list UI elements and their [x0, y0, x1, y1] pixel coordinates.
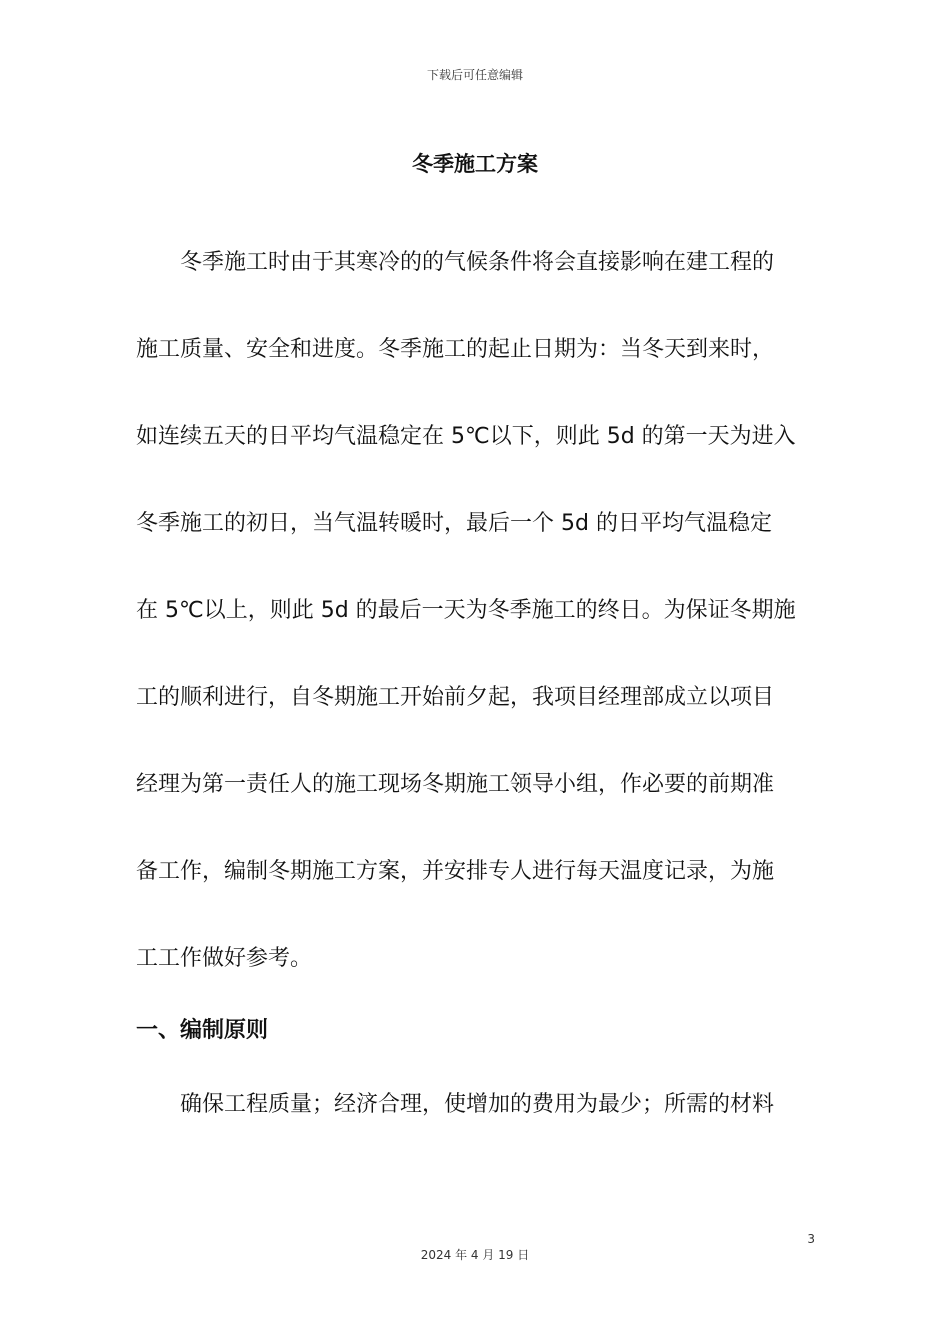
document-title: 冬季施工方案: [412, 152, 538, 176]
paragraph-line: 冬季施工时由于其寒冷的的气候条件将会直接影响在建工程的: [180, 250, 775, 275]
paragraph-line: 经理为第一责任人的施工现场冬期施工领导小组，作必要的前期准: [136, 772, 775, 797]
page-number: 3: [807, 1232, 815, 1246]
paragraph-line: 确保工程质量；经济合理，使增加的费用为最少；所需的材料: [180, 1092, 775, 1117]
paragraph-line: 工工作做好参考。: [136, 946, 313, 971]
page-footer-date: 2024 年 4 月 19 日: [420, 1248, 530, 1262]
paragraph-line: 冬季施工的初日，当气温转暖时，最后一个 5d 的日平均气温稳定: [136, 511, 772, 536]
paragraph-line: 施工质量、安全和进度。冬季施工的起止日期为：当冬天到来时，: [136, 337, 775, 362]
paragraph-line: 在 5℃以上，则此 5d 的最后一天为冬季施工的终日。为保证冬期施: [136, 598, 796, 623]
paragraph-line: 工的顺利进行，自冬期施工开始前夕起，我项目经理部成立以项目: [136, 685, 775, 710]
paragraph-line: 备工作，编制冬期施工方案，并安排专人进行每天温度记录，为施: [136, 859, 775, 884]
section-heading: 一、编制原则: [136, 1018, 269, 1043]
paragraph-line: 如连续五天的日平均气温稳定在 5℃以下，则此 5d 的第一天为进入: [136, 424, 796, 449]
page-header: 下载后可任意编辑: [426, 68, 523, 82]
